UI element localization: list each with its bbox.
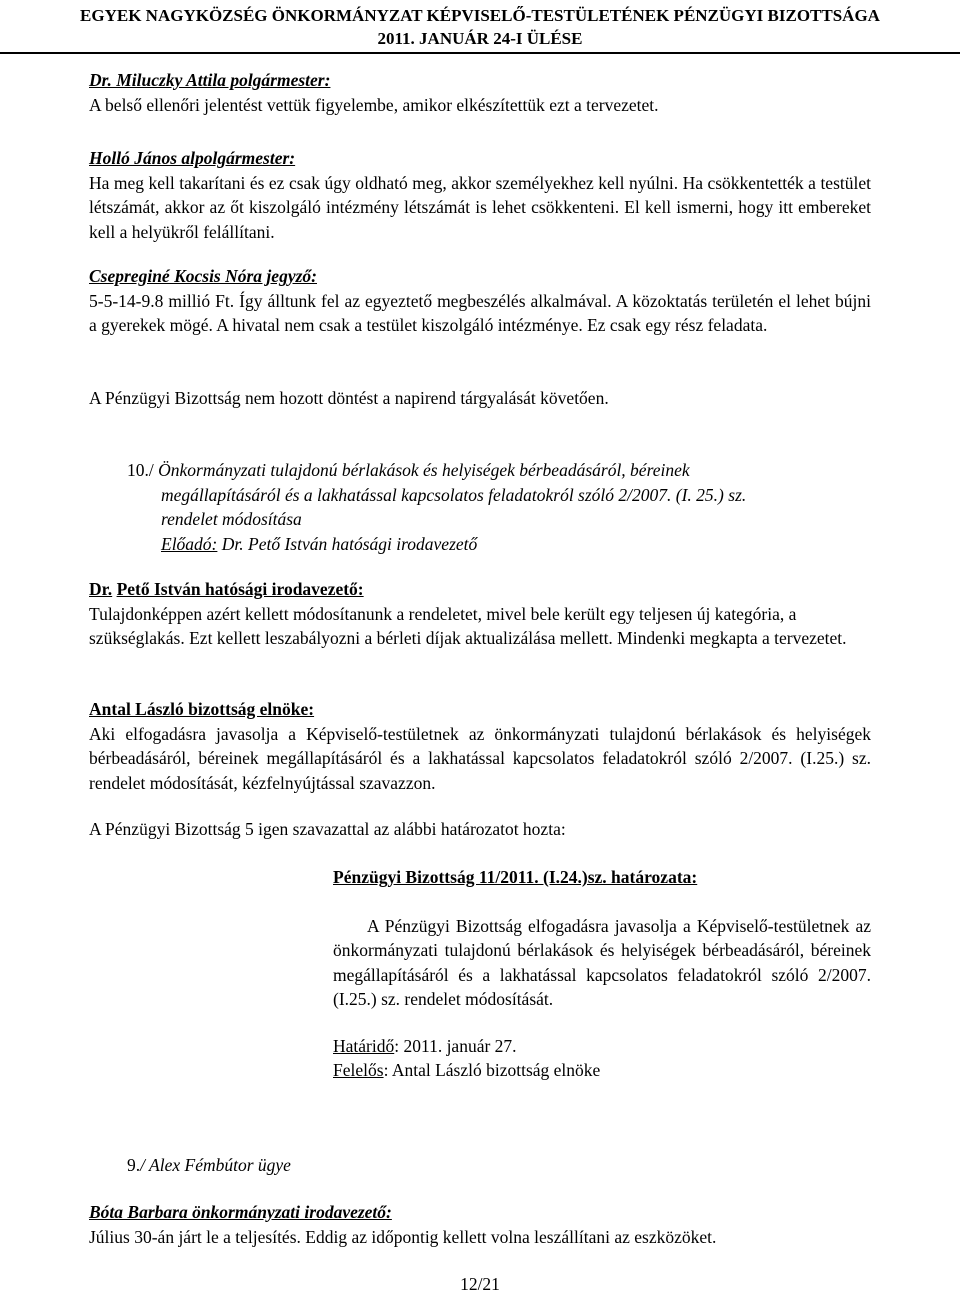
decision-note bbox=[89, 386, 871, 411]
speech-office-head bbox=[89, 577, 871, 651]
agenda-title-line1: Önkormányzati tulajdonú bérlakások és helyiségek bérbeadásáról, béreinek bbox=[158, 460, 690, 480]
speaker-name: Csepreginé Kocsis Nóra jegyző: bbox=[89, 266, 317, 286]
vote-text: A Pénzügyi Bizottság 5 igen szavazattal az alábbi határozatot hozta: bbox=[89, 819, 566, 839]
deadline-value: : 2011. január 27. bbox=[394, 1035, 517, 1056]
speaker-prefix: Dr. bbox=[89, 579, 113, 599]
speech-text: Július 30-án járt le a teljesítés. Eddig az időpontig kellett volna leszállítani az eszközöket. bbox=[89, 1226, 717, 1247]
presenter-label: Előadó: bbox=[161, 533, 218, 554]
speaker-name: Dr. Miluczky Attila polgármester: bbox=[89, 70, 331, 90]
page-number: 12/21 bbox=[460, 1274, 500, 1294]
header-subtitle: 2011. JANUÁR 24-I ÜLÉSE bbox=[377, 29, 583, 48]
header-title: EGYEK NAGYKÖZSÉG ÖNKORMÁNYZAT KÉPVISELŐ-TESTÜLETÉNEK PÉNZÜGYI BIZOTTSÁGA bbox=[80, 6, 880, 25]
speaker-name: Pető István hatósági irodavezető: bbox=[116, 579, 364, 599]
speech-mayor bbox=[89, 68, 871, 117]
agenda-item-9 bbox=[127, 1153, 871, 1178]
agenda-title: / Alex Fémbútor ügye bbox=[140, 1155, 291, 1175]
vote-result bbox=[89, 817, 871, 842]
agenda-number: 9. bbox=[127, 1155, 141, 1175]
responsible-value: : Antal László bizottság elnöke bbox=[383, 1060, 601, 1080]
speaker-name: Bóta Barbara önkormányzati irodavezető: bbox=[89, 1202, 392, 1222]
responsible-label: Felelős bbox=[333, 1060, 384, 1080]
agenda-number: 10./ bbox=[127, 460, 154, 480]
resolution-text: A Pénzügyi Bizottság elfogadásra javasolja a Képviselő-testületnek az önkormányzati tulajdonú bérlakások és helyiségek bérbeadásáról, béreinek megállapításáról és a lakhatással kapcsolatos feladatokról szóló 2/2007. (I.25.) sz. rendelet módosítását. bbox=[333, 915, 871, 1009]
speech-text: A belső ellenőri jelentést vettük figyelembe, amikor elkészítettük ezt a tervezetet. bbox=[89, 94, 659, 115]
agenda-title-line3: rendelet módosítása bbox=[161, 509, 302, 529]
header-divider bbox=[0, 52, 960, 54]
presenter-name: Dr. Pető István hatósági irodavezető bbox=[221, 533, 478, 554]
speech-text: Ha meg kell takarítani és ez csak úgy oldható meg, akkor személyekhez kell nyúlni. Ha csökkentették a testület létszámát, akkor az őt kiszolgáló intézmény létszámát is lehet csökkenteni. El kell ismerni, hogy itt embereket kell a helyükről felállítani. bbox=[89, 172, 871, 242]
document-header bbox=[0, 4, 960, 50]
speech-deputy-mayor bbox=[89, 146, 871, 244]
resolution-block bbox=[333, 865, 871, 1083]
resolution-title: Pénzügyi Bizottság 11/2011. (I.24.)sz. határozata: bbox=[333, 867, 698, 887]
speech-notary bbox=[89, 264, 871, 338]
deadline-label: Határidő bbox=[333, 1035, 395, 1056]
agenda-title-line2: megállapításáról és a lakhatással kapcsolatos feladatokról szóló 2/2007. (I. 25.) sz. bbox=[161, 484, 747, 505]
speech-chairman bbox=[89, 697, 871, 795]
speech-text: Aki elfogadásra javasolja a Képviselő-testületnek az önkormányzati tulajdonú bérlakások és helyiségek bérbeadásáról, béreinek megállapításáról és a lakhatással kapcsolatos feladatokról szóló 2/2007. (I.25.) sz. rendelet módosítását, kézfelnyújtással szavazzon. bbox=[89, 723, 871, 793]
agenda-item-10 bbox=[127, 458, 871, 556]
speech-text: 5-5-14-9.8 millió Ft. Így álltunk fel az egyeztető megbeszélés alkalmával. A közoktatás területén el lehet bújni a gyerekek mögé. A hivatal nem csak a testület kiszolgáló intézménye. Ez csak egy rész feladata. bbox=[89, 290, 871, 335]
speaker-name: Antal László bizottság elnöke: bbox=[89, 699, 315, 719]
speech-text: Tulajdonképpen azért kellett módosítanunk a rendeletet, mivel bele került egy teljesen új kategória, a szükséglakás. Ezt kellett leszabályozni a bérleti díjak aktualizálása mellett. Mindenki megkapta a tervezetet. bbox=[89, 603, 847, 648]
speaker-name: Holló János alpolgármester: bbox=[89, 148, 296, 168]
decision-text: A Pénzügyi Bizottság nem hozott döntést a napirend tárgyalását követően. bbox=[89, 388, 609, 408]
speech-barbara bbox=[89, 1200, 871, 1249]
